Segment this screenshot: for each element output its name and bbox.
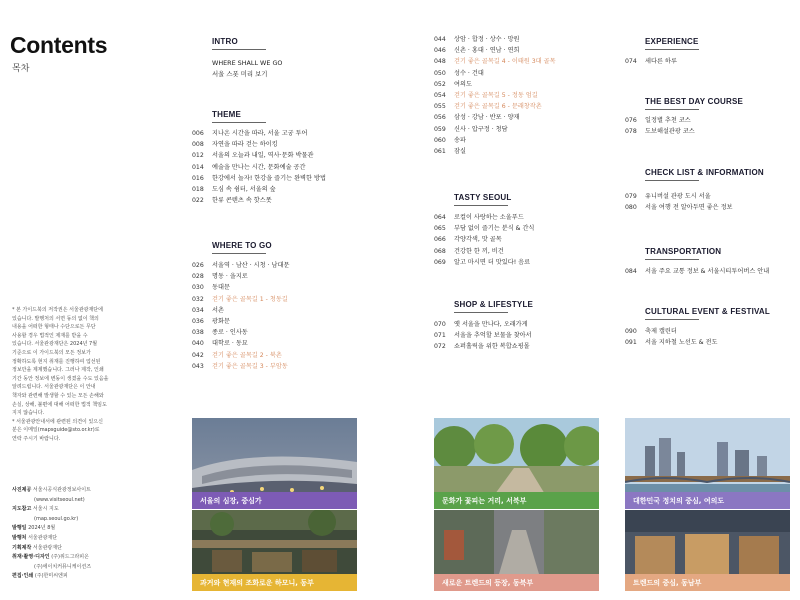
page-number: 078: [625, 128, 637, 136]
note-line: 있습니다. 서울관광재단은 2024년 7월: [12, 341, 98, 348]
list-item[interactable]: [434, 146, 556, 157]
page-number: 028: [192, 273, 204, 281]
list-item[interactable]: [434, 319, 532, 330]
credit-value: 서울관광재단: [28, 534, 58, 541]
page-number: 042: [192, 351, 204, 359]
page-number: 091: [625, 339, 637, 347]
page-number: 076: [625, 117, 637, 124]
credit-label: 취재·촬영·디자인: [12, 554, 50, 561]
list-item[interactable]: [434, 341, 532, 352]
list-item[interactable]: [192, 150, 326, 161]
page-number: 071: [434, 332, 446, 340]
entry-title: 옛 서울을 만나다, 오래가게: [454, 321, 528, 328]
photo-caption: 과거와 현재의 조화로운 하모니, 동부: [192, 574, 357, 591]
page-number: 050: [434, 69, 446, 77]
entry-title: 일정별 추천 코스: [645, 117, 691, 124]
note-line: * 서울관광안내서에 관련된 의견이 있으신: [12, 418, 103, 425]
credit-value: (map.seoul.go.kr): [34, 515, 79, 522]
page-number: 030: [192, 284, 204, 292]
page-number: 061: [434, 148, 446, 156]
page-number: 012: [192, 152, 204, 160]
list-item[interactable]: [434, 90, 556, 101]
entry-title: 서울의 오늘과 내일, 역사·문화 박물관: [212, 152, 314, 160]
note-line: 내용을 어떠한 형태나 수단으로든 무단: [12, 324, 96, 331]
theme-list: [192, 128, 326, 206]
page-number: 018: [192, 186, 204, 194]
page-title: Contents: [10, 32, 108, 58]
note-line: 알려드립니다. 서울관광재단은 이 안내: [12, 384, 96, 391]
credit-row: [12, 553, 182, 563]
page-number: 032: [192, 295, 204, 303]
list-item[interactable]: [434, 56, 556, 67]
page-number: 065: [434, 225, 446, 233]
list-item[interactable]: [434, 135, 556, 146]
credit-value: 서울시공식관광정보사이트: [32, 487, 91, 493]
credit-value: (주)위드그라피온: [51, 554, 89, 561]
credit-row: [12, 515, 182, 525]
entry-title: 서울 주요 교통 정보 & 서울시티투어버스 안내: [645, 268, 770, 275]
credit-value: (주)한미씨엔피: [34, 573, 68, 580]
photo-yeouido: [625, 418, 790, 509]
list-item[interactable]: [192, 173, 326, 184]
credit-value: 서울시 지도: [32, 506, 59, 513]
entry-title: 상암 · 합정 · 상수 · 망원: [454, 36, 520, 43]
entry-title: 세다른 하루: [645, 58, 677, 65]
page-number: 014: [192, 163, 204, 171]
note-line: 정보만을 제제했습니다. 그러나 제작, 인쇄: [12, 367, 104, 374]
list-item[interactable]: [192, 195, 326, 206]
list-item[interactable]: [192, 282, 289, 293]
credit-row: [12, 563, 182, 573]
list-item[interactable]: [192, 271, 289, 282]
credit-label: 발행처: [12, 534, 27, 541]
page-subtitle: 목차: [12, 64, 30, 74]
credit-value: (www.visitseoul.net): [34, 496, 85, 503]
culture-list: [625, 326, 717, 348]
entry-title: 유니버설 관광 도시 서울: [645, 193, 711, 200]
note-line: 연락 주시기 바랍니다.: [12, 435, 61, 442]
page-number: 044: [434, 36, 446, 43]
credit-row: [12, 496, 182, 506]
entry-title: 한류 콘텐츠 속 핫스폿: [212, 197, 272, 205]
list-item[interactable]: [192, 128, 326, 139]
entry-title: 성수 · 건대: [454, 69, 484, 77]
checklist-list: [625, 191, 733, 213]
list-item[interactable]: [192, 361, 289, 372]
page-number: 040: [192, 340, 204, 348]
page-number: 055: [434, 103, 446, 111]
page-number: 006: [192, 130, 204, 137]
credit-label: 발행일: [12, 525, 27, 532]
photo-central-seoul: [192, 418, 357, 509]
publication-credits: [12, 486, 182, 582]
credit-row: [12, 505, 182, 515]
credit-value: 2024년 8월: [28, 525, 56, 532]
page-number: 066: [434, 236, 446, 244]
section-transport-title: TRANSPORTATION: [645, 247, 722, 256]
list-item[interactable]: [434, 212, 534, 223]
page-number: 052: [434, 80, 446, 88]
list-item[interactable]: [434, 34, 556, 45]
page-number: 034: [192, 306, 204, 314]
photo-caption: 새로운 트렌드의 등장, 동북부: [434, 574, 599, 591]
photo-northeast-seoul: [434, 510, 599, 591]
page-number: 084: [625, 268, 637, 275]
list-item[interactable]: 서울 스폿 미리 보기: [212, 70, 268, 79]
entry-title: 걷기 좋은 골목길 3 - 부암동: [212, 362, 288, 370]
page-number: 068: [434, 247, 446, 255]
entry-title: 삼성 · 강남 · 반포 · 양재: [454, 114, 520, 122]
entry-title: 동대문: [212, 284, 230, 292]
where-list: [192, 260, 289, 372]
page-number: 056: [434, 114, 446, 122]
entry-title: 걷기 좋은 골목길 5 - 정동 엄길: [454, 92, 538, 100]
page-number: 080: [625, 204, 637, 212]
entry-title: 걷기 좋은 골목길 2 - 북촌: [212, 351, 282, 359]
page-number: 016: [192, 174, 204, 182]
list-item[interactable]: [434, 223, 534, 234]
list-item[interactable]: [625, 326, 717, 337]
intro-list: [212, 58, 282, 80]
list-item[interactable]: [192, 294, 289, 305]
photo-caption: 서울의 심장, 중심가: [192, 492, 357, 509]
bestday-list: [625, 115, 695, 137]
entry-title: 건강한 한 끼, 비건: [454, 247, 504, 255]
photo-caption: 대한민국 정치의 중심, 여의도: [625, 492, 790, 509]
credit-row: [12, 544, 182, 554]
list-item[interactable]: [434, 79, 556, 90]
where-list-continued: [434, 34, 556, 157]
photo-southeast-seoul: [625, 510, 790, 591]
page-number: 026: [192, 262, 204, 269]
entry-title: 걷기 좋은 골목길 4 - 이태원 3대 골목: [454, 58, 556, 66]
entry-title: 자연을 따라 걷는 하이킹: [212, 141, 278, 149]
entry-title: 잠실: [454, 148, 466, 156]
entry-title: 송파: [454, 136, 466, 144]
note-line: * 본 가이드북의 저작권은 서울관광재단에: [12, 307, 103, 313]
page-number: 048: [434, 58, 446, 66]
section-bestday-title: THE BEST DAY COURSE: [645, 97, 744, 106]
entry-title: 명동 · 을지로: [212, 273, 248, 281]
entry-title: 걷기 좋은 골목길 1 - 청동길: [212, 295, 288, 303]
entry-title: 대학로 · 동묘: [212, 340, 248, 348]
credit-label: 편집·인쇄: [12, 573, 34, 580]
entry-title: 신사 · 압구정 · 청담: [454, 125, 508, 133]
note-line: 손실, 상해, 불편에 대해 어떠한 법적 책임도: [12, 401, 107, 408]
transport-list: [625, 266, 769, 277]
section-shop-title: SHOP & LIFESTYLE: [454, 300, 534, 309]
entry-title: 알고 마시면 더 맛있다! 음료: [454, 258, 531, 266]
entry-title: 서울역 · 남산 · 시청 · 남대문: [212, 262, 290, 269]
page-number: 022: [192, 197, 204, 205]
page-number: 054: [434, 92, 446, 100]
page-number: 069: [434, 258, 446, 266]
entry-title: 서울 지하철 노선도 & 전도: [645, 339, 718, 347]
list-item[interactable]: [625, 202, 733, 213]
page-number: 072: [434, 343, 446, 351]
page-number: 046: [434, 47, 446, 55]
list-item[interactable]: [192, 316, 289, 327]
section-culture-title: CULTURAL EVENT & FESTIVAL: [645, 307, 770, 316]
list-item[interactable]: [192, 350, 289, 361]
entry-title: 신촌 · 홍대 · 연남 · 연희: [454, 47, 520, 55]
entry-title: 쇼퍼홀릭을 위한 복합쇼핑몰: [454, 343, 530, 351]
section-where-title: WHERE TO GO: [212, 241, 272, 250]
section-experience-title: EXPERIENCE: [645, 37, 699, 46]
entry-title: 여의도: [454, 80, 472, 88]
list-item[interactable]: [434, 124, 556, 135]
section-intro-title: INTRO: [212, 37, 238, 46]
credit-label: 지도참고: [12, 506, 32, 513]
entry-title: 부담 없이 즐기는 분식 & 간식: [454, 225, 535, 233]
note-line: 책자와 관련해 발생할 수 있는 모든 손해와: [12, 392, 104, 399]
page-number: 043: [192, 362, 204, 370]
section-theme-title: THEME: [212, 110, 241, 119]
list-item[interactable]: [625, 337, 717, 348]
entry-title: 각양각색, 맛 골목: [454, 236, 502, 244]
list-item[interactable]: [192, 162, 326, 173]
page-number: 090: [625, 328, 637, 335]
entry-title: 서울 여행 전 알아두면 좋은 정보: [645, 204, 733, 212]
entry-title: 걷기 좋은 골목길 6 - 문래창작촌: [454, 103, 542, 111]
list-item[interactable]: [434, 234, 534, 245]
page-number: 038: [192, 329, 204, 337]
experience-list: [625, 56, 677, 67]
list-item[interactable]: [434, 68, 556, 79]
note-line: 사용할 경우 법적인 제재를 받을 수: [12, 332, 88, 339]
credit-row: [12, 486, 182, 496]
entry-title: 광화문: [212, 318, 230, 326]
credit-label: 기획제작: [12, 544, 32, 551]
credit-row: [12, 534, 182, 544]
list-item[interactable]: [625, 191, 733, 202]
list-item[interactable]: [434, 246, 534, 257]
page-number: 059: [434, 125, 446, 133]
photo-eastern-seoul: [192, 510, 357, 591]
credit-row: [12, 572, 182, 582]
entry-title: 지나온 시간을 따라, 서울 고궁 투어: [212, 130, 308, 137]
list-item[interactable]: [192, 338, 289, 349]
note-line: 기간 동안 정보에 변동이 생겼을 수도 있음을: [12, 375, 109, 382]
entry-title: 로컬이 사랑하는 소울푸드: [454, 214, 524, 221]
page-number: 079: [625, 193, 637, 200]
note-line: 분은 이메일(mapsguide@sto.or.kr)로: [12, 427, 100, 434]
list-item[interactable]: [192, 260, 289, 271]
list-item[interactable]: WHERE SHALL WE GO: [212, 59, 283, 67]
section-tasty-title: TASTY SEOUL: [454, 193, 512, 202]
entry-title: 서촌: [212, 306, 224, 314]
photo-caption: 트렌드의 중심, 동남부: [625, 574, 790, 591]
photo-caption: 문화가 꽃피는 거리, 서북부: [434, 492, 599, 509]
note-line: 있습니다. 발행처의 서면 동의 없이 책의: [12, 315, 99, 322]
entry-title: 한강에서 놀자! 한강을 즐기는 완벽한 방법: [212, 174, 326, 182]
entry-title: 도보해설관광 코스: [645, 128, 695, 136]
list-item[interactable]: [625, 266, 769, 277]
page-number: 074: [625, 58, 637, 65]
entry-title: 도심 속 쉼터, 서울의 숲: [212, 186, 276, 194]
entry-title: 서울을 추억할 보물을 찾아서: [454, 332, 532, 340]
entry-title: 종로 · 인사동: [212, 329, 248, 337]
credit-value: 서울관광재단: [32, 544, 62, 551]
credit-row: [12, 524, 182, 534]
shop-list: [434, 319, 532, 353]
entry-title: 예술을 만나는 시간, 문화예술 공간: [212, 163, 306, 171]
tasty-list: [434, 212, 534, 268]
page-number: 070: [434, 321, 446, 328]
list-item[interactable]: [434, 330, 532, 341]
list-item[interactable]: [192, 139, 326, 150]
list-item[interactable]: [434, 257, 534, 268]
list-item[interactable]: [625, 115, 695, 126]
list-item[interactable]: [434, 112, 556, 123]
entry-title: 축제 캘린더: [645, 328, 677, 335]
page-number: 036: [192, 318, 204, 326]
credit-value: (주)에이치커뮤니케이션즈: [34, 563, 92, 570]
list-item[interactable]: [625, 126, 695, 137]
section-checklist-title: CHECK LIST & INFORMATION: [645, 168, 764, 177]
copyright-note: [12, 306, 182, 444]
list-item[interactable]: [434, 101, 556, 112]
note-line: 정확하도록 현지 취재를 진행하여 업선된: [12, 358, 101, 365]
list-item[interactable]: [192, 184, 326, 195]
note-line: 기준으로 이 가이드북의 모든 정보가: [12, 349, 91, 356]
page-number: 064: [434, 214, 446, 221]
page-number: 060: [434, 136, 446, 144]
photo-northwest-seoul: [434, 418, 599, 509]
credit-label: 사진제공: [12, 487, 32, 493]
list-item[interactable]: [192, 305, 289, 316]
list-item[interactable]: [192, 327, 289, 338]
note-line: 지지 않습니다.: [12, 410, 45, 417]
page-number: 008: [192, 141, 204, 149]
list-item[interactable]: [434, 45, 556, 56]
list-item[interactable]: [625, 56, 677, 67]
